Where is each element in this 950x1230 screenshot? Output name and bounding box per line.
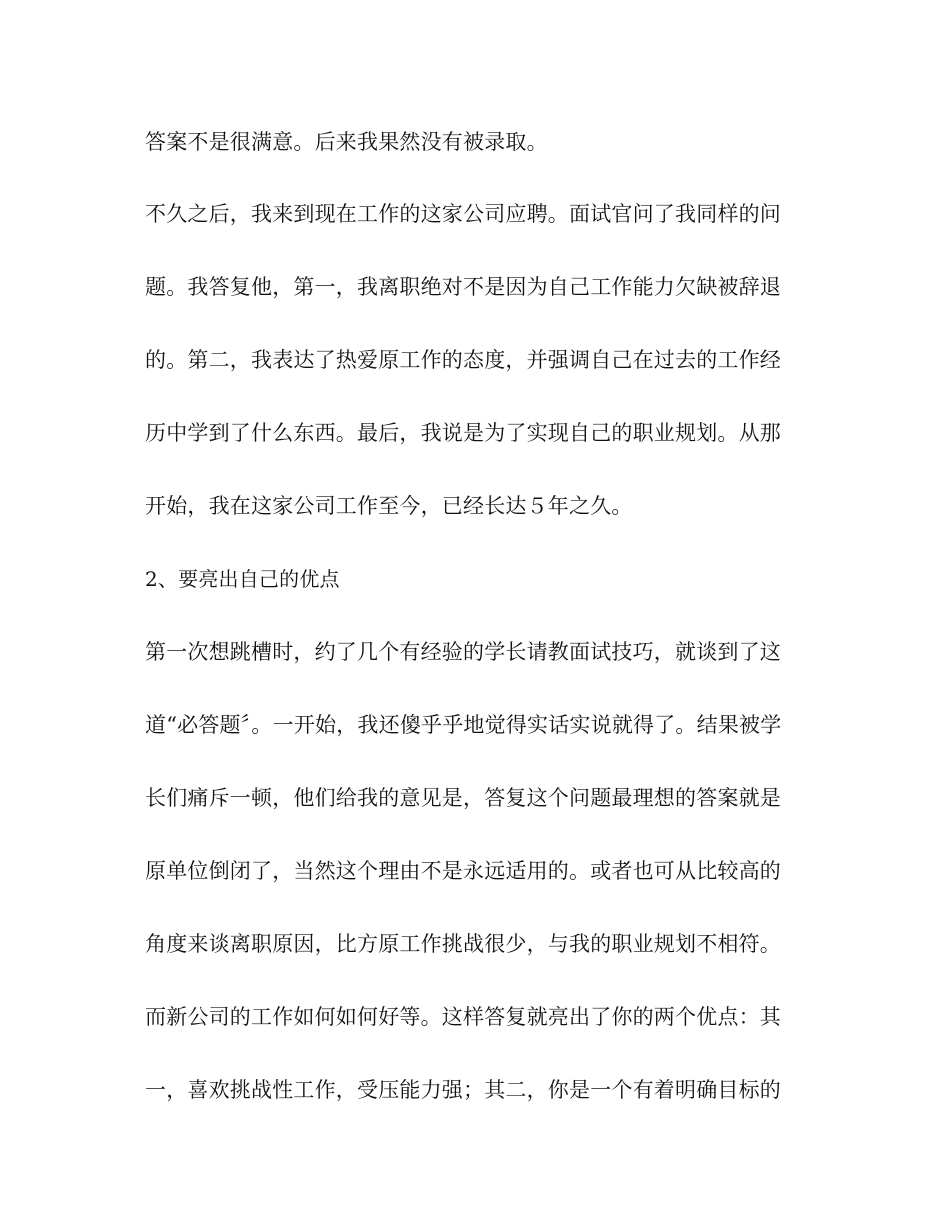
paragraph-line: 道“必答题〞。一开始，我还傻乎乎地觉得实话实说就得了。结果被学	[145, 713, 782, 737]
paragraph-line: 长们痛斥一顿，他们给我的意见是，答复这个问题最理想的答案就是	[145, 786, 781, 810]
paragraph-line: 原单位倒闭了，当然这个理由不是永远适用的。或者也可从比较高的	[145, 859, 781, 883]
paragraph-line: 的。第二，我表达了热爱原工作的态度，并强调自己在过去的工作经	[145, 348, 781, 372]
paragraph-line: 答案不是很满意。后来我果然没有被录取。	[145, 130, 548, 154]
paragraph-line: 角度来谈离职原因，比方原工作挑战很少，与我的职业规划不相符。	[145, 932, 781, 956]
paragraph-line: 开始，我在这家公司工作至今，已经长达５年之久。	[145, 494, 633, 518]
paragraph-line: 不久之后，我来到现在工作的这家公司应聘。面试官问了我同样的问	[145, 202, 781, 226]
paragraph-line: 一，喜欢挑战性工作，受压能力强；其二，你是一个有着明确目标的	[145, 1078, 781, 1102]
paragraph-line: 历中学到了什么东西。最后，我说是为了实现自己的职业规划。从那	[145, 421, 781, 445]
paragraph-line: 题。我答复他，第一，我离职绝对不是因为自己工作能力欠缺被辞退	[145, 275, 781, 299]
section-heading: 2、要亮出自己的优点	[145, 567, 340, 591]
paragraph-line: 而新公司的工作如何如何好等。这样答复就亮出了你的两个优点：其	[145, 1005, 781, 1029]
paragraph-line: 第一次想跳槽时，约了几个有经验的学长请教面试技巧，就谈到了这	[145, 640, 781, 664]
